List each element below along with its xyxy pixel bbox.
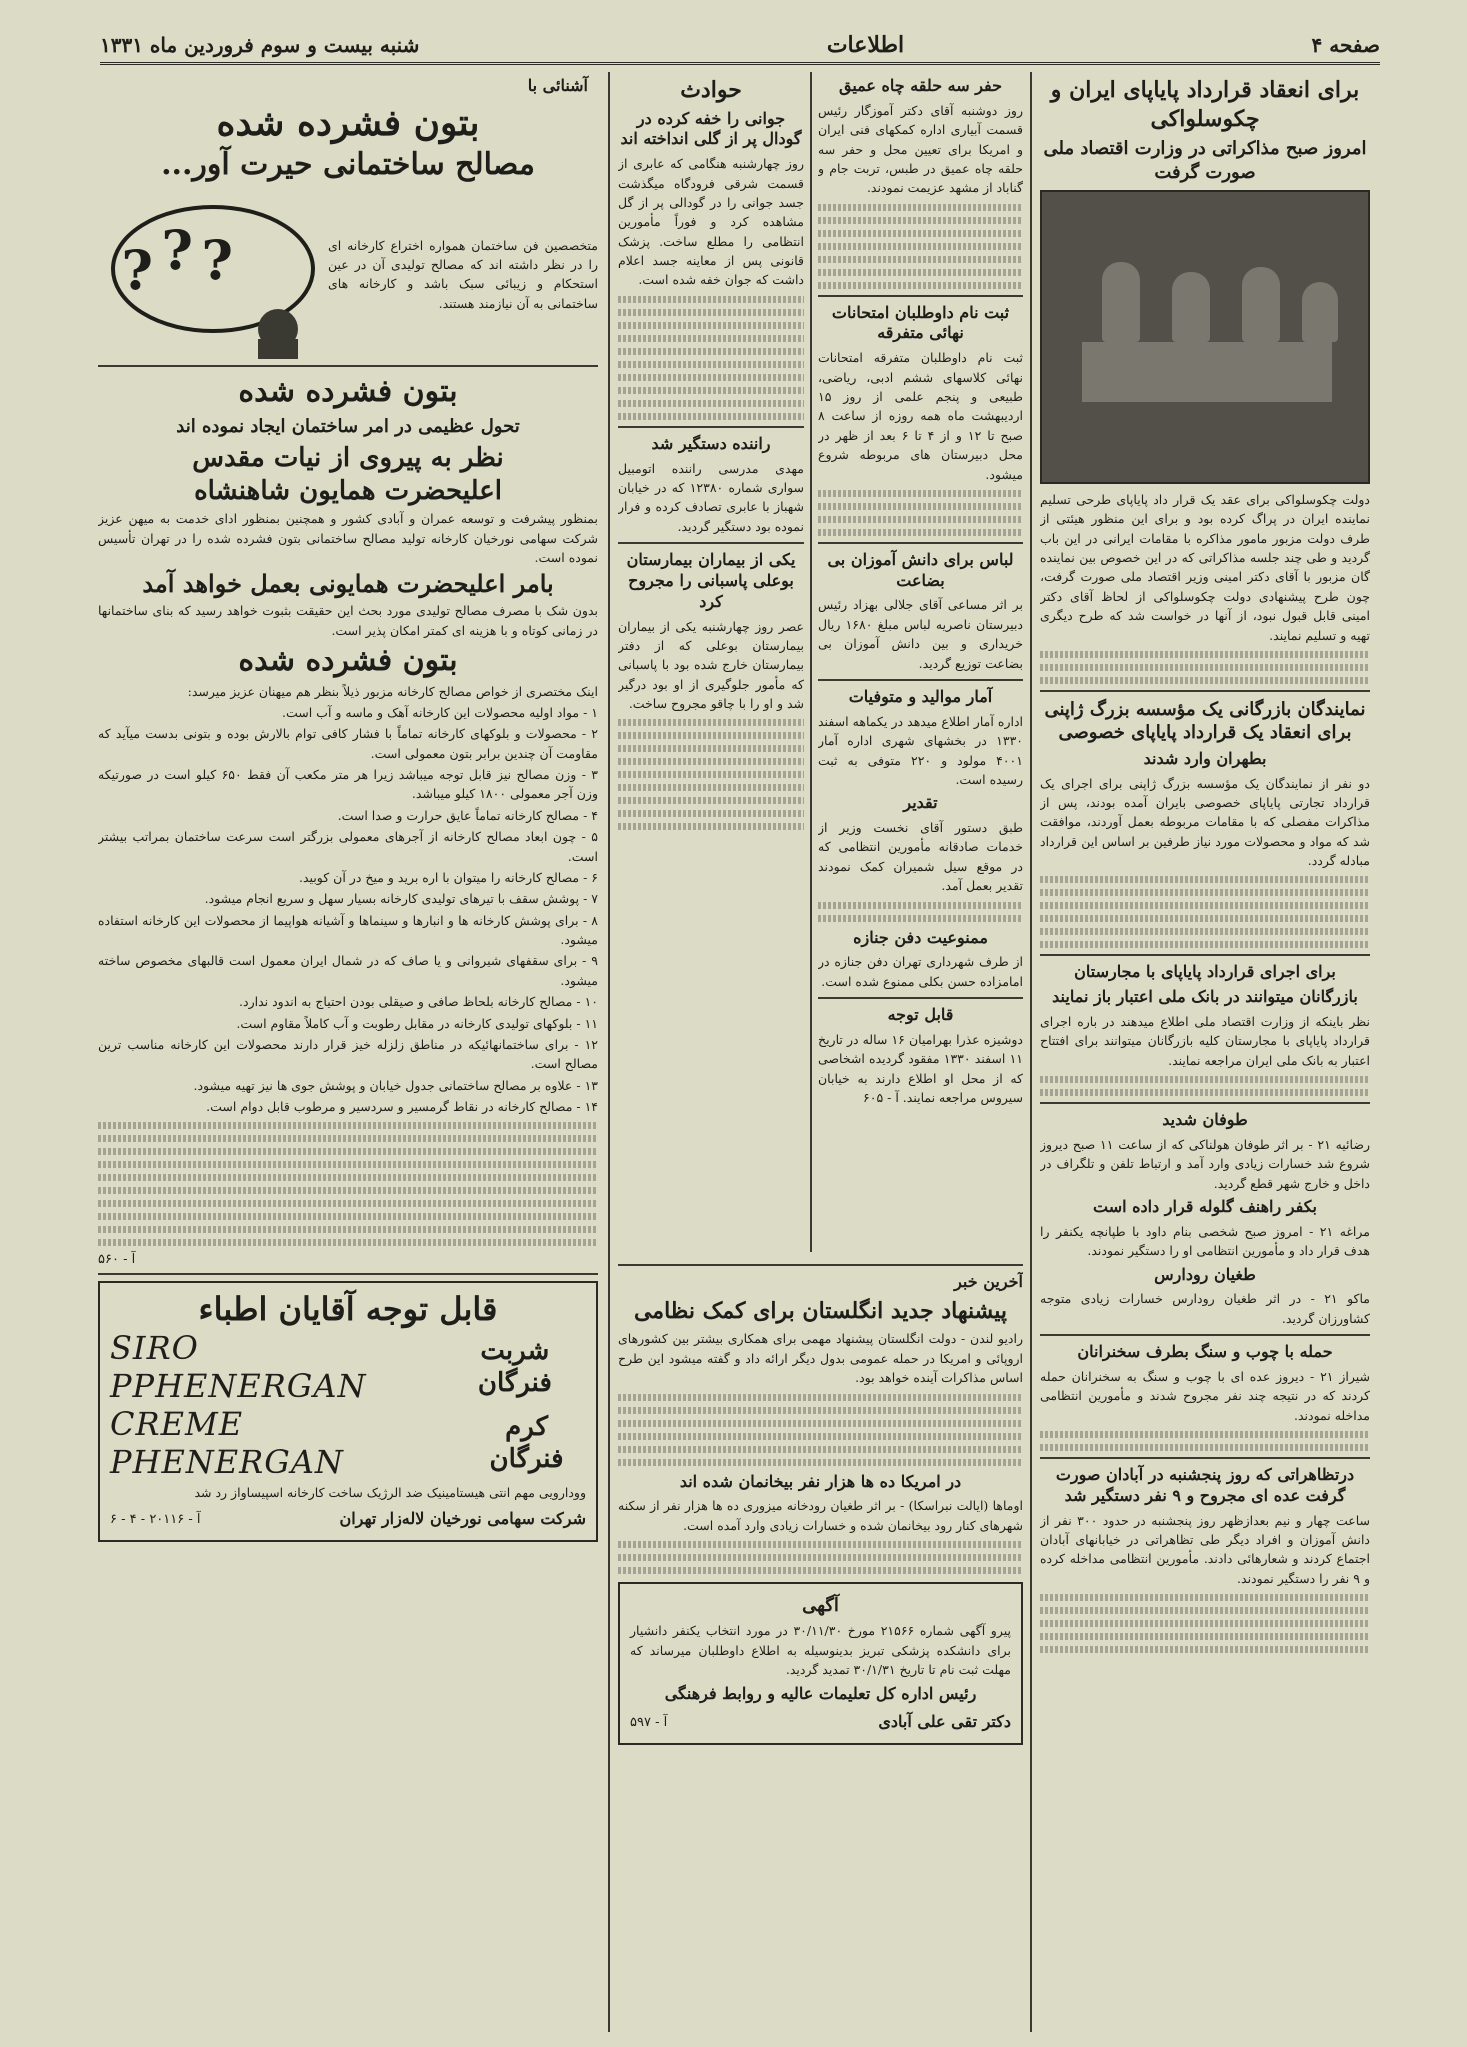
subhead: بطهران وارد شدند [1143, 748, 1267, 768]
ad-title-4: بتون فشرده شده [238, 643, 458, 679]
headline: ثبت نام داوطلبان امتحانات نهائی متفرقه [831, 302, 1010, 343]
notice-signature: رئیس اداره کل تعلیمات عالیه و روابط فرهنگی [664, 1683, 977, 1703]
medicine-ad-company: شرکت سهامی نورخیان لاله‌زار تهران [339, 1508, 586, 1528]
headline: جوانی را خفه کرده در گودال پر از گلی انداخته اند [620, 108, 802, 149]
headline: لباس برای دانش آموزان بی بضاعت [827, 549, 1014, 590]
question-illustration [108, 189, 318, 359]
column-1 [1040, 72, 1370, 2032]
article-body: شیراز ۲۱ - دیروز عده ای با چوب و سنگ به سخنرانان حمله کردند که در نتیجه چند نفر مجروح شدند و مأمورین انتظامی مداخله نمودند. [1040, 1368, 1370, 1423]
ad-title-3: بامر اعلیحضرت همایونی بعمل خواهد آمد [142, 569, 554, 599]
ad-list-item: ۸ - برای پوشش کارخانه ها و انبارها و سینماها و آشیانه هواپیما از محصولات این کارخانه استفاده میشود. [98, 912, 598, 948]
article-body: بر اثر مساعی آقای جلالی بهزاد رئیس دبیرستان ناصریه لباس مبلغ ۱۶۸۰ ریال خریداری و بین دانش آموزان بی بضاعت توزیع گردید. [818, 597, 1023, 671]
article-body: ماکو ۲۱ - در اثر طغیان رودارس خسارات زیادی متوجه کشاورزان گردید. [1040, 1291, 1370, 1326]
article-body: ساعت چهار و نیم بعدازظهر روز پنجشنبه در حدود ۳۰۰ نفر از دانش آموزان و افراد دیگر طی تظاهراتی در خیابانهای آبادان اجتماع کردند و شعارهائی دادند. مأمورین انتظامی مداخله کرده و ۹ نفر را دستگیر نمودند. [1040, 1512, 1370, 1586]
article-body: ثبت نام داوطلبان متفرقه امتحانات نهائی کلاسهای ششم ادبی، ریاضی، طبیعی و پنجم علمی از روز ۱۵ اردیبهشت ماه همه روزه از ساعت ۸ صبح تا ۱۲ و از ۴ تا ۶ بعد از ظهر در محل دبیرستان های مربوطه شروع میشود. [818, 350, 1023, 482]
headline: پیشنهاد جدید انگلستان برای کمک نظامی [633, 1297, 1008, 1324]
svg-text:?: ? [161, 218, 193, 283]
article-body: عصر روز چهارشنبه یکی از بیماران بیمارستان بوعلی که از دفتر بیمارستان خارج شده بود با پاسبانی که مأمور جلوگیری از او بود درگیر شد و او را با چاقو مجروح ساخت. [618, 618, 804, 711]
ad-list-item: ۱۱ - بلوکهای تولیدی کارخانه در مقابل رطوبت و آب کاملاً مقاوم است. [236, 1015, 598, 1031]
column-4-advertisement [98, 72, 598, 2032]
headline: قابل توجه [887, 1005, 954, 1025]
ad-list-item: ۶ - مصالح کارخانه را میتوان با اره برید و میخ در آن کوبید. [299, 869, 598, 885]
notice-code: آ - ۵۹۷ [630, 1715, 668, 1731]
column-rule [810, 72, 812, 1252]
headline: بکفر راهنف گلوله قرار داده است [1093, 1197, 1317, 1217]
ad-list-item: ۱ - مواد اولیه محصولات این کارخانه آهک و ماسه و آب است. [282, 704, 598, 720]
headline: درتظاهراتی که روز پنجشنبه در آبادان صورت گرفت عده ای مجروح و ۹ نفر دستگیر شد [1055, 1465, 1355, 1505]
medicine-name-fa: کرم فنرگان [489, 1411, 564, 1475]
ad-list-item: ۱۴ - مصالح کارخانه در نقاط گرمسیر و سردسیر و مرطوب قابل دوام است. [206, 1099, 598, 1115]
ad-subtitle-4: اعلیحضرت همایون شاهنشاه [194, 475, 502, 506]
headline: حمله با چوب و سنگ بطرف سخنرانان [1077, 1342, 1333, 1362]
section-title: حوادث [680, 77, 742, 103]
ad-paragraph: بمنظور پیشرفت و توسعه عمران و آبادی کشور و همچنین بمنظور ادای خدمت به میهن عزیز شرکت سهامی نورخیان کارخانه تولید مصالح ساختمانی بتون فشرده شده را در تهران تأسیس نموده است. [98, 511, 598, 565]
ad-list-item: ۱۳ - علاوه بر مصالح ساختمانی جدول خیابان و پوشش جوی ها نیز تهیه میشود. [193, 1077, 598, 1093]
headline: تقدیر [903, 793, 938, 813]
headline: آمار موالید و متوفیات [848, 686, 993, 706]
ad-paragraph: بدون شک با مصرف مصالح تولیدی مورد بحث این حقیقت بثبوت خواهد رسید که بنای ساختمانها در زمانی کوتاه و با هزینه ای کمتر امکان پذیر است. [98, 603, 598, 638]
headline: ممنوعیت دفن جنازه [853, 927, 988, 947]
notice-box [618, 1582, 1023, 1745]
headline: برای اجرای قرارداد پایاپای با مجارستان [1074, 962, 1336, 982]
medicine-ad-note: وودارویی مهم انتی هیستامینیک ضد الرژیک ساخت کارخانه اسپیساواز رد شد [194, 1485, 586, 1501]
issue-date: شنبه بیست و سوم فروردین ماه ۱۳۳۱ [100, 33, 420, 57]
medicine-ad-title: قابل توجه آقایان اطباء [198, 1290, 498, 1329]
subhead: امروز صبح مذاکراتی در وزارت اقتصاد ملی صورت گرفت [1043, 138, 1367, 183]
ad-list-item: ۴ - مصالح کارخانه تماماً عایق حرارت و صدا است. [337, 807, 598, 823]
article-body: اوماها (ایالت نبراسکا) - بر اثر طغیان رودخانه میزوری ده ها هزار نفر از سکنه شهرهای کنار رود بیخانمان شده و خسارات زیادی وارد آمده است. [618, 1498, 1023, 1533]
page-number: صفحه ۴ [1311, 33, 1380, 57]
ad-lead: متخصصین فن ساختمان همواره اختراع کارخانه ای را در نظر داشته اند که مصالح تولیدی آن در عین استحکام و زیبائی سبک باشد و کارخانه های ساختمانی به آن نیازمند هستند. [328, 237, 598, 311]
paper-name: اطلاعات [826, 32, 905, 58]
headline: یکی از بیماران بیمارستان بوعلی پاسبانی را مجروح کرد [626, 550, 796, 611]
ad-title-2: بتون فشرده شده [238, 374, 458, 410]
headline: طغیان رودارس [1154, 1264, 1256, 1284]
ad-subtitle-2: تحول عظیمی در امر ساختمان ایجاد نموده اند [176, 415, 520, 437]
ad-subtitle-3: نظر به پیروی از نیات مقدس [192, 443, 504, 474]
article-body: اداره آمار اطلاع میدهد در یکماهه اسفند ۱۳۳۰ در بخشهای شهری اداره آمار ۴۰۰۱ مولود و ۲۲۰ متوفی به ثبت رسیده است. [818, 713, 1023, 787]
article-body: نظر باینکه از وزارت اقتصاد ملی اطلاع میدهند در باره اجرای قرارداد پایاپای با مجارستان کلیه بازرگانان میتوانند برای افتتاح اعتبار به بانک ملی ایران مراجعه نمایند. [1040, 1014, 1370, 1068]
ad-title: بتون فشرده شده [216, 101, 480, 144]
headline: نمایندگان بازرگانی یک مؤسسه بزرگ ژاپنی برای انعقاد یک قرارداد پایاپای خصوصی [1044, 698, 1366, 744]
ad-list-item: ۱۲ - برای ساختمانهائیکه در مناطق زلزله خیز قرار دارند محصولات این کارخانه مناسب ترین مصالح است. [98, 1036, 598, 1072]
column-rule [1030, 72, 1032, 2032]
column-2 [818, 72, 1023, 1252]
ad-list-item: ۳ - وزن مصالح نیز قابل توجه میباشد زیرا هر متر مکعب آن فقط ۶۵۰ کیلو است در صورتیکه وزن آجر معمولی ۱۸۰۰ کیلو میباشد. [98, 767, 598, 802]
ad-list-item: ۱۰ - مصالح کارخانه بلحاظ صافی و صیقلی بودن احتیاج به اندود ندارد. [239, 994, 598, 1010]
ad-list-item: ۷ - پوشش سقف با تیرهای تولیدی کارخانه بسیار سهل و سریع انجام میشود. [204, 891, 598, 907]
headline: برای انعقاد قرارداد پایاپای ایران و چکوسلواکی [1050, 77, 1360, 132]
svg-text:?: ? [121, 238, 153, 303]
meeting-photo [1040, 190, 1370, 484]
ad-list-item: ۵ - چون ابعاد مصالح کارخانه از آجرهای معمولی بزرگتر است سرعت ساختمان بمراتب بیشتر است. [98, 829, 598, 864]
headline: طوفان شدید [1162, 1110, 1248, 1130]
headline: حفر سه حلقه چاه عمیق [838, 76, 1003, 95]
ad-list-item: ۲ - محصولات و بلوکهای کارخانه تماماً با فشار کافی توام بالارش بوده و بتونی بدست میآید که مقاومت آن چندین برابر بتون معمولی است. [98, 726, 598, 761]
notice-title: آگهی [802, 1595, 839, 1617]
ad-subtitle: مصالح ساختمانی حیرت آور... [161, 146, 535, 182]
latest-news [618, 1258, 1023, 2028]
article-body: دوشیزه عذرا بهرامیان ۱۶ ساله در تاریخ ۱۱ اسفند ۱۳۳۰ مفقود گردیده اشخاصی که از محل او اطلاع دارند به خیابان سیروس مراجعه نمایند. آ - ۶۰۵ [818, 1031, 1023, 1106]
article-body: دو نفر از نمایندگان یک مؤسسه بزرگ ژاپنی برای اجرای یک قرارداد تجارتی پایاپای خصوصی بایران آمده بودند، پس از مذاکرات مفصلی که با مقامات مربوطه بعمل آوردند، موافقت شد که مواد و محصولات مورد نیاز طرفین بر اساس این قرارداد مبادله گردد. [1040, 775, 1370, 869]
notice-body: پیرو آگهی شماره ۲۱۵۶۶ مورخ ۳۰/۱۱/۳۰ در مورد انتخاب یکنفر دانشیار برای دانشکده پزشکی تبریز بدینوسیله به اطلاع داوطلبان میرساند که مهلت ثبت نام تا تاریخ ۳۰/۱/۳۱ تمدید گردید. [630, 1623, 1011, 1678]
article-body: مراغه ۲۱ - امروز صبح شخصی بنام داود با طپانچه یکنفر را هدف قرار داد و مأمورین انتظامی او را دستگیر نمودند. [1040, 1223, 1370, 1259]
column-3 [618, 72, 804, 1252]
latest-news-banner: آخرین خبر [954, 1272, 1023, 1291]
medicine-name-fa: شربت فنرگان [477, 1335, 552, 1399]
article-body: دولت چکوسلواکی برای عقد یک قرار داد پایاپای طرحی تسلیم نماینده ایران در پراگ کرده بود و برای این منظور هیئتی از طرف دولت مزبور مامور مذاکره با مقامات ایرانی در این باب گردید و طی چند جلسه مذاکراتی که در این خصوص بین نماینده گان مزبور با آقای دکتر امینی وزیر اقتصاد ملی صورت گرفت، چون طرح پیشنهادی دولت چکوسلواکی از لحاظ آقای دکتر امینی قابل قبول نبود، از آنها در خواست شد که طرح دیگری تهیه و تسلیم نمایند. [1040, 491, 1370, 643]
headline: در امریکا ده ها هزار نفر بیخانمان شده اند [679, 1471, 962, 1491]
article-body: از طرف شهرداری تهران دفن جنازه در امامزاده حسن بکلی ممنوع شده است. [818, 954, 1023, 989]
article-body: رادیو لندن - دولت انگلستان پیشنهاد مهمی برای همکاری بیشتر بین کشورهای اروپائی و امریکا در حمله عمومی بدول دیگر ارائه داد و گفته میشود این طرح اساس مذاکرات آینده خواهد بود. [618, 1331, 1023, 1386]
article-body: طبق دستور آقای نخست وزیر از خدمات صادقانه مأمورین انتظامی که در موقع سیل شمیران کمک نمودند تقدیر بعمل آمد. [818, 820, 1023, 894]
svg-text:?: ? [201, 228, 233, 293]
subhead: بازرگانان میتوانند در بانک ملی اعتبار باز نمایند [1052, 987, 1358, 1007]
article-body: رضائیه ۲۱ - بر اثر طوفان هولناکی که از ساعت ۱۱ صبح دیروز شروع شد خسارات زیادی وارد آمد و ارتباط تلفن و تلگراف در داخل و خارج شهر قطع گردید. [1040, 1136, 1370, 1191]
headline: راننده دستگیر شد [651, 433, 771, 453]
ad-list-item: ۹ - برای سقفهای شیروانی و یا صاف که در شمال ایران معمول است قالبهای مخصوص ساخته میشود. [98, 953, 598, 988]
medicine-ad [98, 1281, 598, 1541]
medicine-name-latin: SIRO PPHENERGAN [110, 1329, 367, 1406]
article-body: مهدی مدرسی راننده اتومبیل سواری شماره ۱۲۳۸۰ که در خیابان شهباز با عابری تصادف کرده و فرار نموده بود دستگیر گردید. [618, 460, 804, 534]
ad-list-intro: اینک مختصری از خواص مصالح کارخانه مزبور ذیلاً بنظر هم میهنان عزیز میرسد: [187, 683, 598, 699]
article-body: روز دوشنبه آقای دکتر آموزگار رئیس قسمت آبیاری اداره کمکهای فنی ایران و امریکا برای تعیین محل و حفر سه حلقه چاه عمیق در طبس، تربت جام و گناباد از مشهد عزیمت نمودند. [818, 102, 1023, 196]
ad-code: آ - ۵۶۰ [98, 1252, 136, 1268]
medicine-ad-code: آ - ۲۰۱۱۶ - ۴ - ۶ [110, 1511, 201, 1527]
article-body: روز چهارشنبه هنگامی که عابری از قسمت شرقی فرودگاه میگذشت جسد جوانی را در گودالی پر از گل مشاهده کرد و فوراً مأمورین انتظامی را مطلع ساخت. پزشک قانونی پس از معاینه جسد اعلام داشت که جوان خفه شده است. [618, 156, 804, 288]
notice-name: دکتر تقی علی آبادی [878, 1712, 1011, 1732]
masthead [100, 28, 1380, 65]
medicine-name-latin: CREME PHENERGAN [110, 1405, 344, 1482]
column-rule [608, 72, 610, 2032]
ad-intro: آشنائی با [527, 76, 588, 95]
